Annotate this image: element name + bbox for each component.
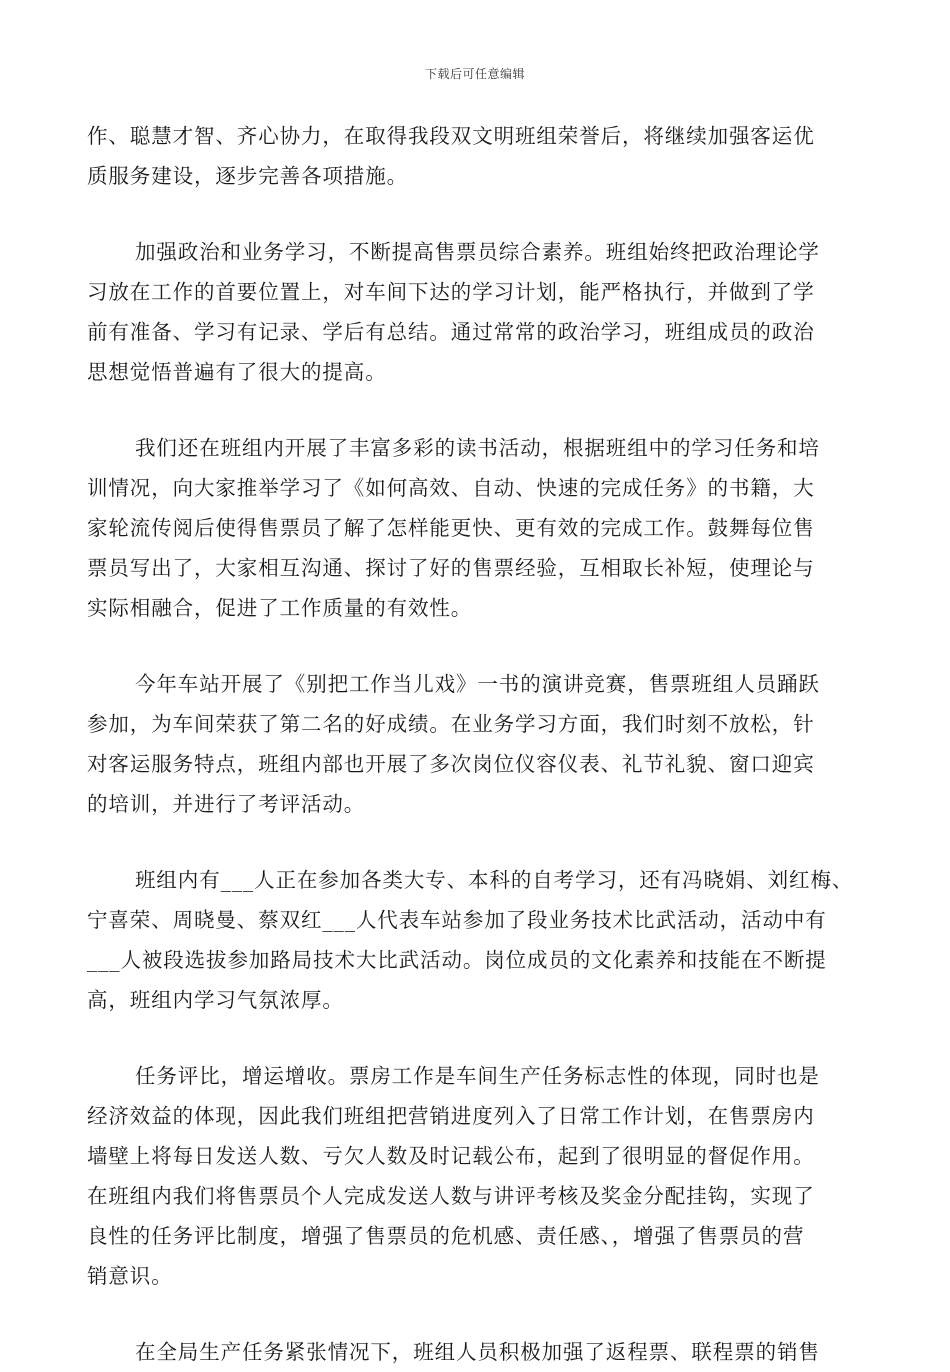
paragraph-line: 思想觉悟普遍有了很大的提高。 — [87, 360, 387, 384]
paragraph-line: 高，班组内学习气氛浓厚。 — [87, 988, 344, 1012]
paragraph-line: 在班组内我们将售票员个人完成发送人数与讲评考核及奖金分配挂钩，实现了 — [87, 1184, 815, 1208]
paragraph-6 — [87, 1056, 855, 1296]
paragraph-line: 的培训，并进行了考评活动。 — [87, 792, 366, 816]
paragraph-line: 今年车站开展了《别把工作当儿戏》一书的演讲竞赛，售票班组人员踊跃 — [135, 672, 820, 696]
paragraph-line: 对客运服务特点，班组内部也开展了多次岗位仪容仪表、礼节礼貌、窗口迎宾 — [87, 752, 815, 776]
paragraph-4 — [87, 664, 855, 824]
paragraph-line: ___人被段选拔参加路局技术大比武活动。岗位成员的文化素养和技能在不断提 — [87, 948, 827, 972]
paragraph-line: 参加，为车间荣获了第二名的好成绩。在业务学习方面，我们时刻不放松，针 — [87, 712, 815, 736]
paragraph-line: 家轮流传阅后使得售票员了解了怎样能更快、更有效的完成工作。鼓舞每位售 — [87, 516, 815, 540]
paragraph-line: 宁喜荣、周晓曼、蔡双红___人代表车站参加了段业务技术比武活动，活动中有 — [87, 908, 827, 932]
paragraph-1 — [87, 116, 855, 196]
paragraph-line: 票员写出了，大家相互沟通、探讨了好的售票经验，互相取长补短，使理论与 — [87, 556, 815, 580]
paragraph-line: 销意识。 — [87, 1264, 173, 1288]
paragraph-line: 经济效益的体现，因此我们班组把营销进度列入了日常工作计划，在售票房内 — [87, 1104, 815, 1128]
paragraph-7 — [87, 1332, 855, 1372]
page-header: 下载后可任意编辑 — [424, 67, 525, 81]
paragraph-line: 良性的任务评比制度，增强了售票员的危机感、责任感、，增强了售票员的营 — [87, 1224, 805, 1248]
paragraph-line: 墙壁上将每日发送人数、亏欠人数及时记载公布，起到了很明显的督促作用。 — [87, 1144, 815, 1168]
paragraph-3 — [87, 428, 855, 628]
paragraph-line: 习放在工作的首要位置上，对车间下达的学习计划，能严格执行，并做到了学 — [87, 280, 815, 304]
paragraph-line: 班组内有___人正在参加各类大专、本科的自考学习，还有冯晓娟、刘红梅、 — [135, 868, 854, 892]
paragraph-line: 在全局生产任务紧张情况下，班组人员积极加强了返程票、联程票的销售 — [135, 1340, 820, 1364]
paragraph-line: 质服务建设，逐步完善各项措施。 — [87, 164, 408, 188]
paragraph-line: 作、聪慧才智、齐心协力，在取得我段双文明班组荣誉后，将继续加强客运优 — [87, 124, 815, 148]
paragraph-line: 训情况，向大家推举学习了《如何高效、自动、快速的完成任务》的书籍，大 — [87, 476, 815, 500]
paragraph-line: 前有准备、学习有记录、学后有总结。通过常常的政治学习，班组成员的政治 — [87, 320, 815, 344]
paragraph-2 — [87, 232, 855, 392]
document-body — [87, 116, 855, 1372]
paragraph-5 — [87, 860, 855, 1020]
paragraph-line: 任务评比，增运增收。票房工作是车间生产任务标志性的体现，同时也是 — [135, 1064, 820, 1088]
paragraph-line: 加强政治和业务学习，不断提高售票员综合素养。班组始终把政治理论学 — [135, 240, 820, 264]
paragraph-line: 实际相融合，促进了工作质量的有效性。 — [87, 596, 473, 620]
paragraph-line: 我们还在班组内开展了丰富多彩的读书活动，根据班组中的学习任务和培 — [135, 436, 820, 460]
